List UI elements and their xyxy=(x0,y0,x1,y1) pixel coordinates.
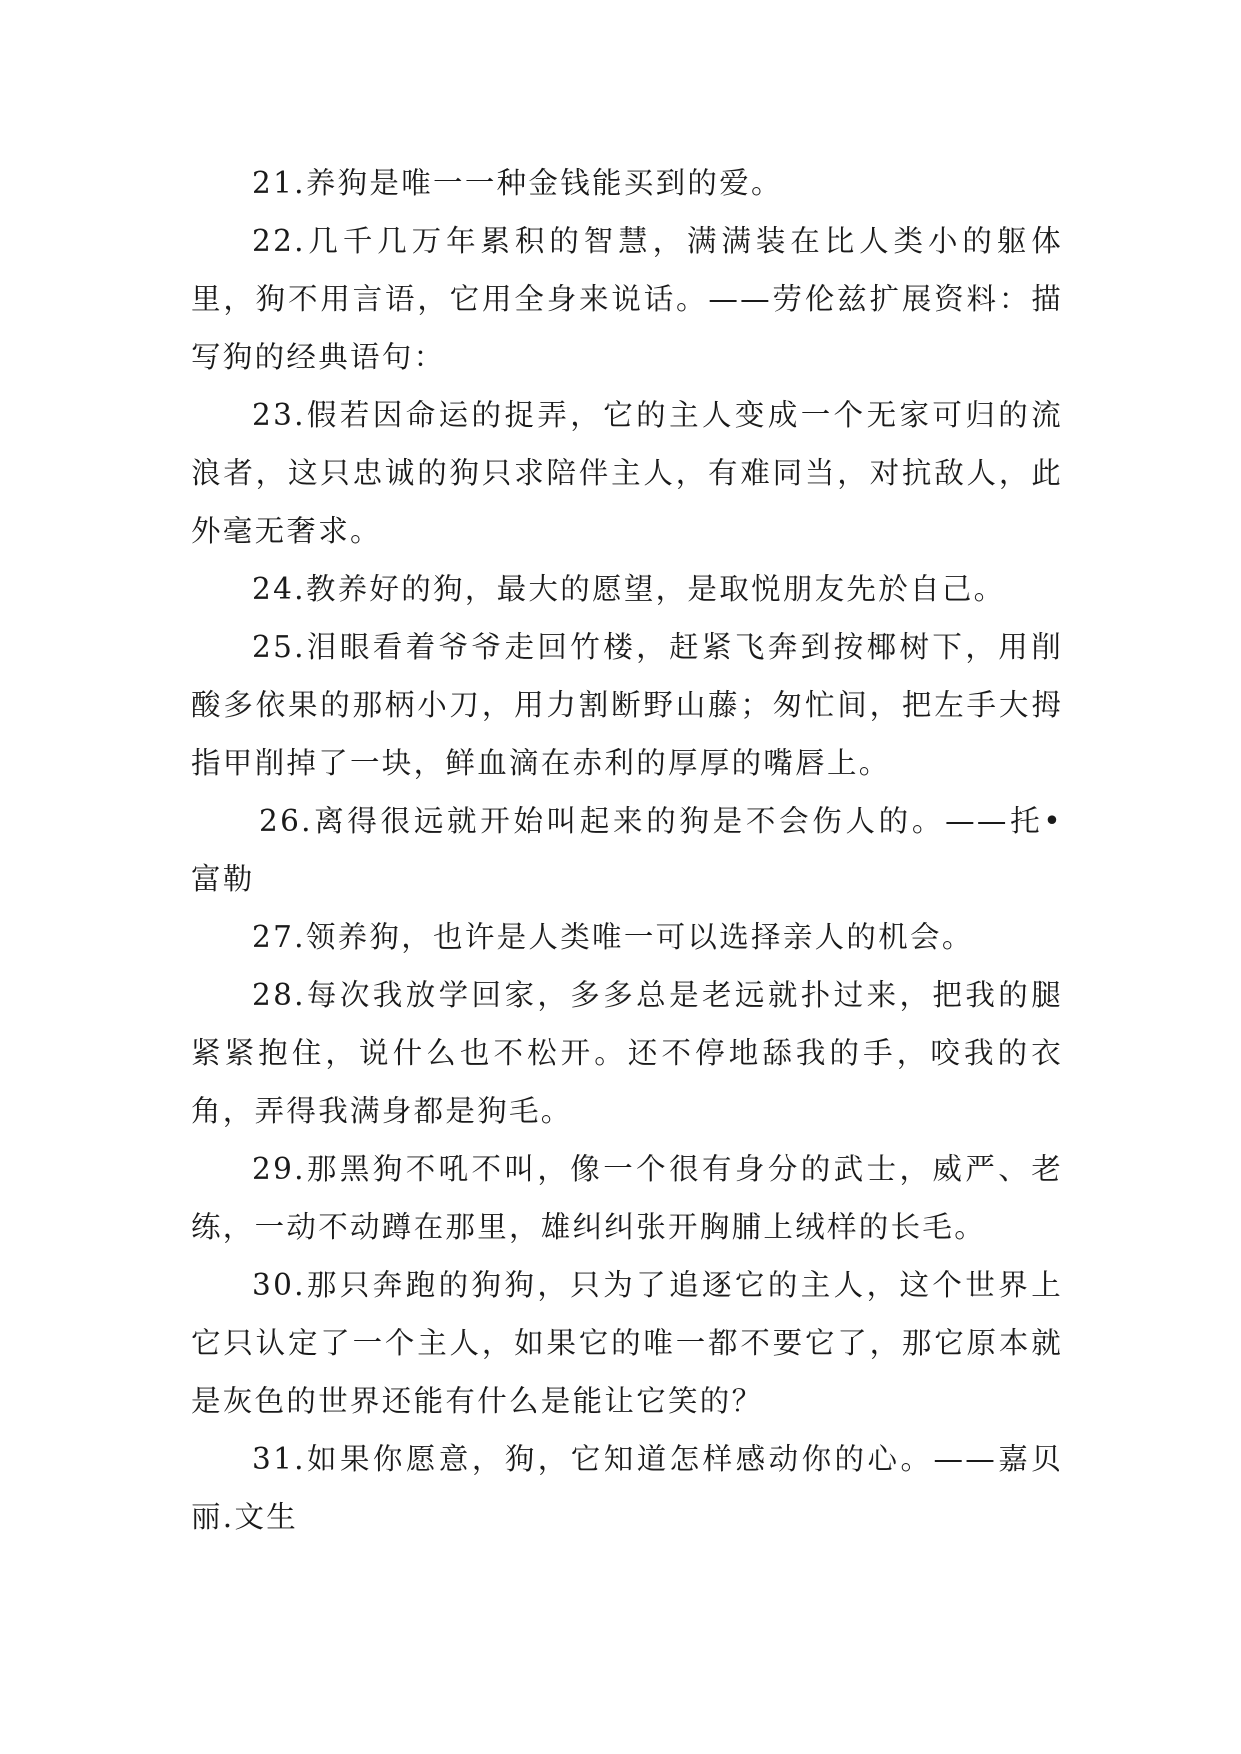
paragraph-27: 27.领养狗，也许是人类唯一可以选择亲人的机会。 xyxy=(252,920,974,954)
paragraph-23: 23.假若因命运的捉弄，它的主人变成一个无家可归的流浪者，这只忠诚的狗只求陪伴主人，有难同当，对抗敌人，此外毫无奢求。 xyxy=(191,398,1063,548)
document-page xyxy=(191,154,1063,1546)
paragraph-24: 24.教养好的狗，最大的愿望，是取悦朋友先於自己。 xyxy=(252,572,1006,606)
paragraph-21: 21.养狗是唯一一种金钱能买到的爱。 xyxy=(252,166,783,200)
paragraph-25: 25.泪眼看着爷爷走回竹楼，赶紧飞奔到按椰树下，用削酸多依果的那柄小刀，用力割断野山藤；匆忙间，把左手大拇指甲削掉了一块，鲜血滴在赤利的厚厚的嘴唇上。 xyxy=(191,630,1063,780)
paragraph-30: 30.那只奔跑的狗狗，只为了追逐它的主人，这个世界上它只认定了一个主人，如果它的唯一都不要它了，那它原本就是灰色的世界还能有什么是能让它笑的？ xyxy=(191,1268,1063,1418)
paragraph-31: 31.如果你愿意，狗，它知道怎样感动你的心。——嘉贝丽.文生 xyxy=(191,1442,1063,1534)
paragraph-28: 28.每次我放学回家，多多总是老远就扑过来，把我的腿紧紧抱住，说什么也不松开。还不停地舔我的手，咬我的衣角，弄得我满身都是狗毛。 xyxy=(191,978,1063,1128)
paragraph-26: 26.离得很远就开始叫起来的狗是不会伤人的。——托•富勒 xyxy=(191,804,1063,896)
paragraph-22: 22.几千几万年累积的智慧，满满装在比人类小的躯体里，狗不用言语，它用全身来说话。——劳伦兹扩展资料：描写狗的经典语句： xyxy=(191,224,1063,374)
paragraph-29: 29.那黑狗不吼不叫，像一个很有身分的武士，威严、老练，一动不动蹲在那里，雄纠纠张开胸脯上绒样的长毛。 xyxy=(191,1152,1063,1244)
